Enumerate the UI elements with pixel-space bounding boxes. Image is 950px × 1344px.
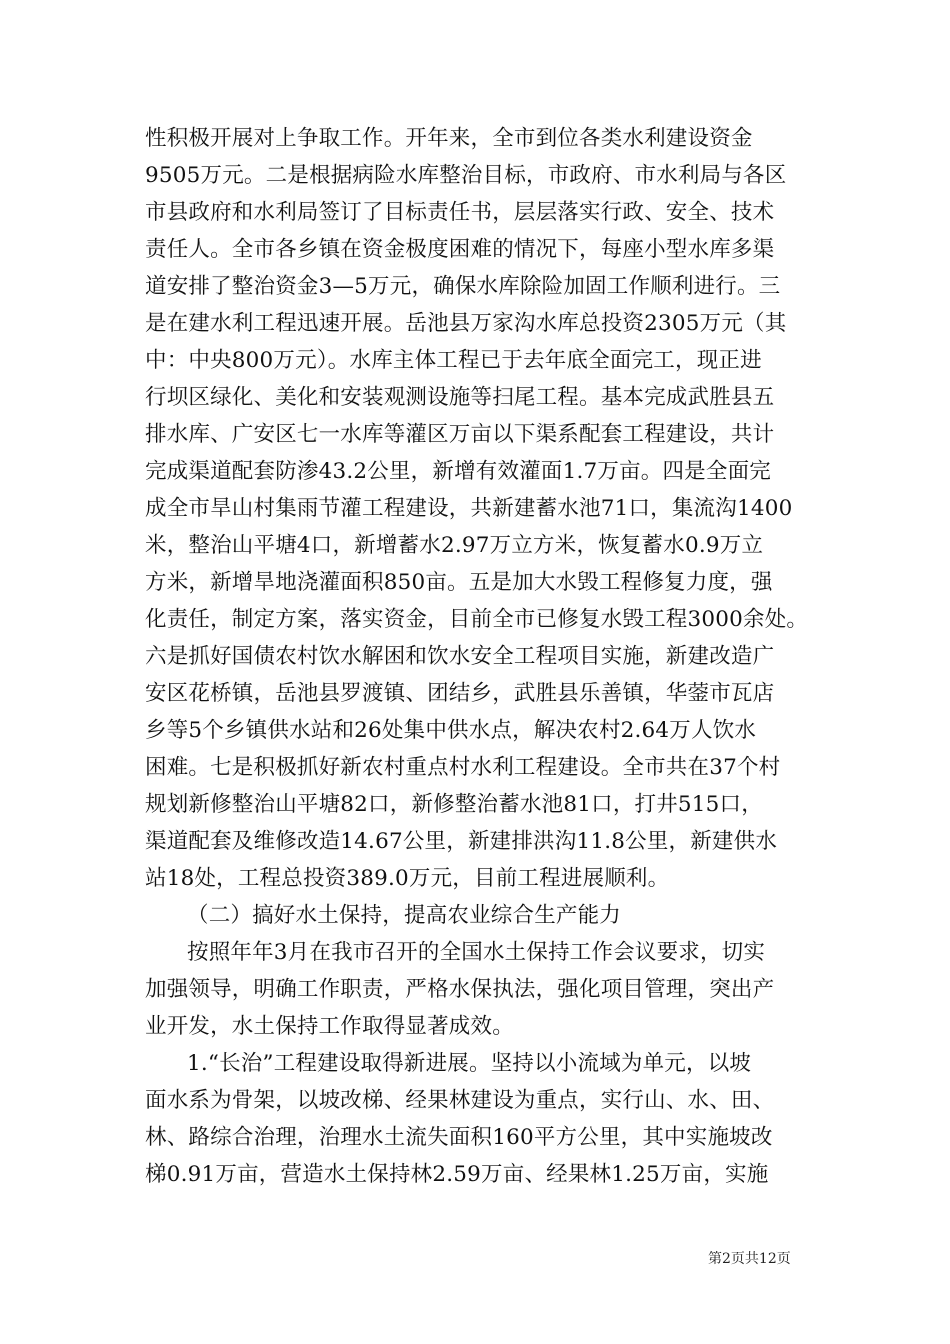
text-line: 化责任，制定方案，落实资金，目前全市已修复水毁工程3000余处。 bbox=[145, 607, 809, 632]
text-line: 规划新修整治山平塘82口，新修整治蓄水池81口，打井515口， bbox=[145, 792, 763, 817]
text-line: 完成渠道配套防渗43.2公里，新增有效灌面1.7万亩。四是全面完 bbox=[145, 459, 771, 484]
text-line: 困难。七是积极抓好新农村重点村水利工程建设。全市共在37个村 bbox=[145, 755, 781, 780]
text-line: 按照年年3月在我市召开的全国水土保持工作会议要求，切实 bbox=[187, 940, 766, 965]
section-heading: （二）搞好水土保持，提高农业综合生产能力 bbox=[187, 903, 622, 928]
text-line: 加强领导，明确工作职责，严格水保执法，强化项目管理，突出产 bbox=[145, 977, 775, 1002]
text-line: 方米，新增旱地浇灌面积850亩。五是加大水毁工程修复力度，强 bbox=[145, 570, 773, 595]
text-line: 站18处，工程总投资389.0万元，目前工程进展顺利。 bbox=[145, 866, 670, 891]
text-line: 9505万元。二是根据病险水库整治目标，市政府、市水利局与各区 bbox=[145, 163, 787, 188]
text-line: 六是抓好国债农村饮水解困和饮水安全工程项目实施，新建改造广 bbox=[145, 644, 775, 669]
text-line: 安区花桥镇，岳池县罗渡镇、团结乡，武胜县乐善镇，华蓥市瓦店 bbox=[145, 681, 775, 706]
text-line: 1.“长治”工程建设取得新进展。坚持以小流域为单元，以坡 bbox=[187, 1051, 752, 1076]
text-line: 业开发，水土保持工作取得显著成效。 bbox=[145, 1014, 514, 1039]
text-line: 林、路综合治理，治理水土流失面积160平方公里，其中实施坡改 bbox=[145, 1125, 773, 1150]
text-line: 责任人。全市各乡镇在资金极度困难的情况下，每座小型水库多渠 bbox=[145, 237, 775, 262]
text-line: 市县政府和水利局签订了目标责任书，层层落实行政、安全、技术 bbox=[145, 200, 775, 225]
text-line: 面水系为骨架，以坡改梯、经果林建设为重点，实行山、水、田、 bbox=[145, 1088, 775, 1113]
text-line: 是在建水利工程迅速开展。岳池县万家沟水库总投资2305万元（其 bbox=[145, 311, 787, 336]
text-line: 排水库、广安区七一水库等灌区万亩以下渠系配套工程建设，共计 bbox=[145, 422, 775, 447]
text-line: 性积极开展对上争取工作。开年来，全市到位各类水利建设资金 bbox=[145, 126, 753, 151]
text-line: 行坝区绿化、美化和安装观测设施等扫尾工程。基本完成武胜县五 bbox=[145, 385, 775, 410]
text-line: 成全市旱山村集雨节灌工程建设，共新建蓄水池71口，集流沟1400 bbox=[145, 496, 793, 521]
text-line: 中：中央800万元）。水库主体工程已于去年底全面完工，现正进 bbox=[145, 348, 762, 373]
text-line: 乡等5个乡镇供水站和26处集中供水点，解决农村2.64万人饮水 bbox=[145, 718, 757, 743]
text-line: 梯0.91万亩，营造水土保持林2.59万亩、经果林1.25万亩，实施 bbox=[145, 1162, 769, 1187]
text-line: 渠道配套及维修改造14.67公里，新建排洪沟11.8公里，新建供水 bbox=[145, 829, 778, 854]
text-line: 米，整治山平塘4口，新增蓄水2.97万立方米，恢复蓄水0.9万立 bbox=[145, 533, 764, 558]
text-line: 道安排了整治资金3—5万元，确保水库除险加固工作顺利进行。三 bbox=[145, 274, 781, 299]
page-number: 第2页共12页 bbox=[708, 1251, 791, 1267]
